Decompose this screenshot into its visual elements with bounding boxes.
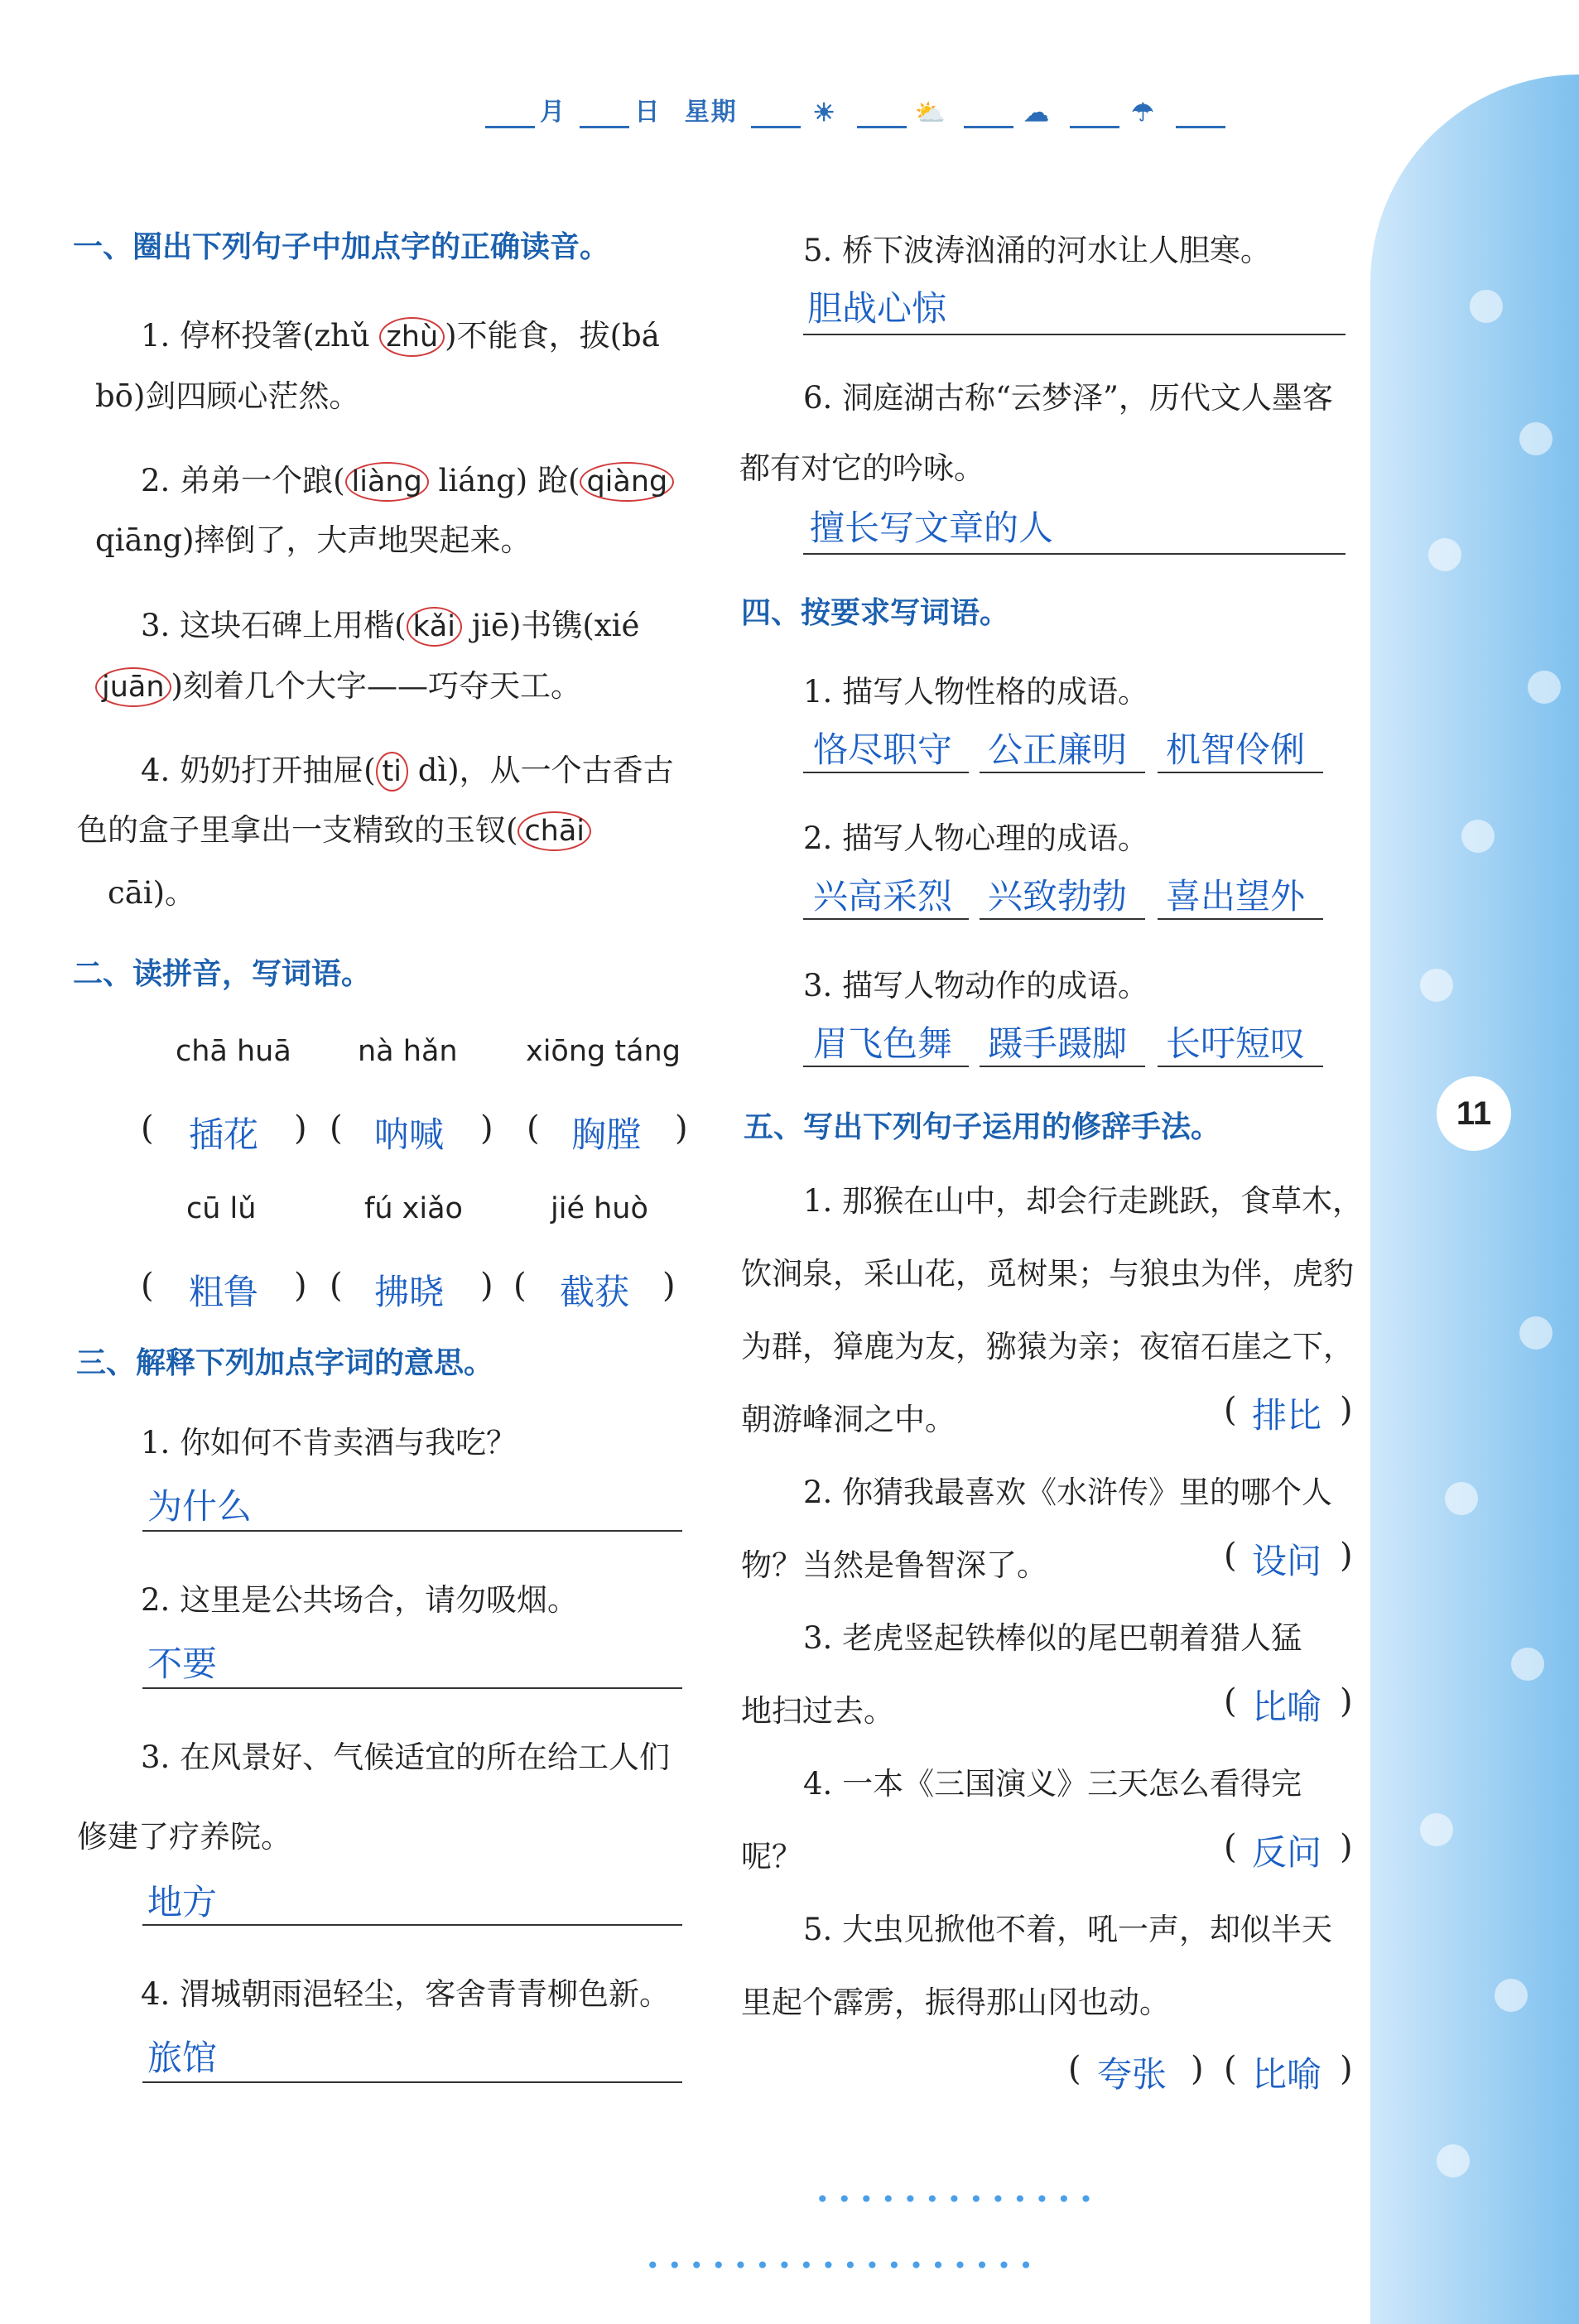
circled-answer: chāi [518,811,591,851]
answer-line [142,1530,682,1532]
paren: ( [1224,1682,1237,1720]
paren: ) [1191,2050,1204,2088]
answer: 截获 [560,1272,630,1312]
section4-title: 四、按要求写词语。 [741,596,1010,630]
s3-q6-line1: 6. 洞庭湖古称“云梦泽”，历代文人墨客 [803,380,1333,416]
answer: 胆战心惊 [807,288,947,329]
answer: 眉飞色舞 [813,1023,953,1064]
s5-q4-line2: 呢？ [741,1839,802,1874]
s5-q5-line1: 5. 大虫见掀他不着，吼一声，却似半天 [803,1912,1333,1947]
s1-q2-line1: 2. 弟弟一个踉( liàng liáng) 跄( qiàng [141,455,674,502]
s1-q3-line2: juān )刻着几个大字——巧夺天工。 [95,661,581,707]
pinyin: nà hǎn [358,1035,458,1068]
paren: ( [1068,2050,1081,2088]
day-label: 日 [634,99,662,126]
paren: ( [1224,1537,1237,1575]
s4-q2: 2. 描写人物心理的成语。 [803,820,1149,856]
s3-q4: 4. 渭城朝雨浥轻尘，客舍青青柳色新。 [141,1976,671,2012]
s3-q1: 1. 你如何不肯卖酒与我吃？ [141,1425,518,1460]
answer: 长吁短叹 [1166,1023,1306,1064]
answer: 粗鲁 [189,1272,259,1312]
partly-cloudy-icon: ⛅ [914,99,948,128]
paren: ) [1340,1682,1353,1720]
answer: 为什么 [147,1486,253,1527]
answer: 拂晓 [374,1272,445,1312]
section2-title: 二、读拼音，写词语。 [73,957,372,991]
paren: ) [294,1109,307,1148]
paren: ( [330,1267,343,1305]
pinyin: fú xiǎo [364,1192,463,1225]
paren: ( [527,1109,540,1148]
answer-line [803,553,1346,555]
s1-q4-line2: 色的盒子里拿出一支精致的玉钗( chāi [77,805,591,851]
pinyin: jié huò [551,1192,648,1225]
answer: 兴致勃勃 [988,876,1128,917]
paren: ( [141,1267,154,1305]
circled-answer: kǎi [407,607,462,647]
date-header [480,91,1230,128]
month-label: 月 [540,99,566,126]
paren: ( [1224,2050,1237,2088]
paren: ) [294,1267,307,1305]
pinyin: cū lǔ [186,1192,257,1225]
answer: 不要 [147,1643,218,1684]
answer-line [142,1924,682,1926]
paren: ) [480,1109,493,1148]
s3-q3-line1: 3. 在风景好、气候适宜的所在给工人们 [141,1739,671,1775]
answer: 地方 [147,1882,218,1922]
page-number: 11 [1437,1076,1511,1151]
paren: ( [513,1267,527,1305]
s1-q1-line1: 1. 停杯投箸(zhǔ zhù )不能食，拔(bá [141,310,660,357]
section1-title: 一、圈出下列句子中加点字的正确读音。 [73,230,610,264]
circled-answer: juān [95,667,171,707]
s3-q2: 2. 这里是公共场合，请勿吸烟。 [141,1582,579,1618]
s5-q3-line1: 3. 老虎竖起铁棒似的尾巴朝着猎人猛 [803,1620,1302,1656]
section5-title: 五、写出下列句子运用的修辞手法。 [744,1110,1221,1144]
rain-icon: ☂ [1131,99,1156,128]
paren: ( [141,1109,154,1148]
s5-q4-line1: 4. 一本《三国演义》三天怎么看得完 [803,1766,1302,1802]
paren: ) [1340,1391,1353,1429]
s5-q2-line2: 物？当然是鲁智深了。 [741,1547,1047,1583]
paren: ) [1340,1537,1353,1575]
s5-q3-line2: 地扫过去。 [741,1693,894,1729]
s1-q4-line3: cāi)。 [108,875,196,911]
pinyin: chā huā [176,1035,291,1068]
answer: 蹑手蹑脚 [988,1023,1128,1064]
answer: 排比 [1252,1395,1322,1436]
answer-line [803,334,1346,335]
answer: 比喻 [1252,2054,1322,2095]
s5-q1-line4: 朝游峰洞之中。 [741,1402,956,1437]
paren: ) [1340,2050,1353,2088]
answer: 反问 [1252,1832,1322,1873]
s4-q1: 1. 描写人物性格的成语。 [803,674,1149,710]
s5-q5-line2: 里起个霹雳，振得那山冈也动。 [741,1985,1170,2020]
answer: 夸张 [1097,2054,1167,2095]
answer: 比喻 [1252,1686,1322,1727]
paren: ) [675,1109,688,1148]
s5-q2-line1: 2. 你猜我最喜欢《水浒传》里的哪个人 [803,1475,1333,1510]
paren: ) [1340,1828,1353,1866]
answer: 兴高采烈 [813,876,953,917]
footer-dots: ••••••••••••• [816,2186,1101,2213]
cloudy-icon: ☁ [1023,99,1051,128]
decorative-side-band [1370,75,1579,2324]
pinyin: xiōng táng [526,1035,681,1068]
section3-title: 三、解释下列加点字词的意思。 [76,1346,494,1380]
sunny-icon: ☀ [812,99,837,128]
s5-q1-line2: 饮涧泉，采山花，觅树果；与狼虫为伴，虎豹 [741,1256,1354,1292]
answer: 设问 [1252,1541,1322,1581]
paren: ( [1224,1828,1237,1866]
circled-answer: ti [376,752,408,792]
answer: 喜出望外 [1166,876,1306,917]
paren: ) [480,1267,493,1305]
answer: 呐喊 [374,1114,445,1155]
answer: 擅长写文章的人 [810,508,1054,548]
s1-q1-line2: bō)剑四顾心茫然。 [95,378,360,414]
s3-q6-line2: 都有对它的吟咏。 [739,450,984,486]
answer: 插花 [189,1114,259,1155]
answer-line [142,2081,682,2083]
s4-q3: 3. 描写人物动作的成语。 [803,968,1149,1003]
answer: 机智伶俐 [1166,729,1306,770]
s5-q1-line3: 为群，獐鹿为友，猕猿为亲；夜宿石崖之下， [741,1329,1354,1364]
circled-answer: zhù [379,317,445,357]
answer: 胸膛 [571,1114,642,1155]
answer: 公正廉明 [988,729,1128,770]
s3-q3-line2: 修建了疗养院。 [77,1819,291,1855]
s1-q4-line1: 4. 奶奶打开抽屉( ti dì)，从一个古香古 [141,745,674,792]
answer-line [142,1687,682,1689]
paren: ( [1224,1391,1237,1429]
s1-q2-line2: qiāng)摔倒了，大声地哭起来。 [95,522,532,558]
answer: 旅馆 [147,2038,218,2078]
paren: ( [330,1109,343,1148]
answer: 恪尽职守 [813,729,953,770]
s1-q3-line1: 3. 这块石碑上用楷( kǎi jiē)书镌(xié [141,600,639,647]
s5-q1-line1: 1. 那猴在山中，却会行走跳跃，食草木， [803,1183,1364,1219]
s3-q5: 5. 桥下波涛汹涌的河水让人胆寒。 [803,233,1272,268]
paren: ) [662,1267,676,1305]
footer-dots: •••••••••••••••••• [646,2252,1042,2279]
week-label: 星期 [684,99,738,126]
circled-answer: qiàng [580,462,674,502]
circled-answer: liàng [345,462,429,502]
